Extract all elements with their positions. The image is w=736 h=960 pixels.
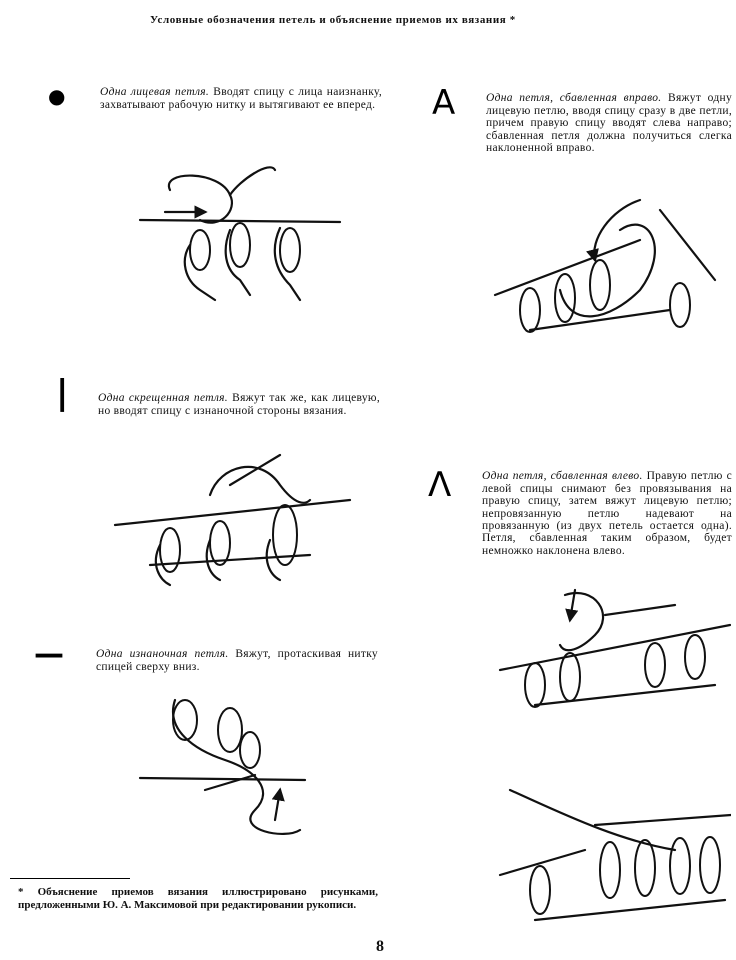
twisted-stitch-term: Одна скрещенная петля. [98,392,228,405]
decrease-left-symbol: Λ [428,465,452,505]
twisted-stitch-description [98,380,380,417]
decrease-left-illustration-bottom [495,780,731,930]
decrease-right-description [486,80,732,154]
purl-stitch-symbol: — [34,637,64,672]
decrease-right-illustration [490,190,730,360]
purl-stitch-description [96,636,378,673]
purl-stitch-text: Вяжут, протаскивая нитку спицей сверху вниз. [96,648,378,673]
knit-stitch-description [100,74,382,111]
twisted-stitch-text: Вяжут так же, как лицевую, но вводят спицу с изнаночной стороны вязания. [98,392,380,417]
decrease-left-term: Одна петля, сбавленная влево. [482,470,643,483]
page-title: Условные обозначения петель и объяснение приемов их вязания * [150,14,516,26]
decrease-right-text: Вяжут одну лицевую петлю, вводя спицу сразу в две петли, причем правую спицу вводят слева направо; сбавленная петля должна получиться слегка наклоненной вправо. [486,92,732,155]
twisted-stitch-symbol: | [56,373,69,413]
decrease-left-text: Правую петлю с левой спицы снимают без провязывания на правую спицу, затем вяжут лицевую петлю; непровязанную петлю надевают на провязанную (из двух петель остается одна). Петля, сбавленная таким образом, будет немножко наклонена влево. [482,470,732,557]
footnote: * Объяснение приемов вязания иллюстрировано рисунками, предложенными Ю. А. Максимовой при редактировании рукописи. [18,886,378,911]
twisted-stitch-illustration [110,445,360,595]
knit-stitch-text: Вводят спицу с лица наизнанку, захватывают рабочую нитку и вытягивают ее вперед. [100,86,382,111]
purl-stitch-term: Одна изнаночная петля. [96,648,229,661]
decrease-left-description [482,458,732,557]
decrease-right-symbol: A [432,83,456,123]
footnote-rule [10,878,130,879]
page-number: 8 [376,938,384,955]
purl-stitch-illustration [135,680,335,845]
knit-stitch-illustration [130,150,350,310]
knit-stitch-symbol: ● [48,84,66,108]
decrease-left-illustration-top [495,575,731,725]
decrease-right-term: Одна петля, сбавленная вправо. [486,92,662,105]
knit-stitch-term: Одна лицевая петля. [100,86,210,99]
